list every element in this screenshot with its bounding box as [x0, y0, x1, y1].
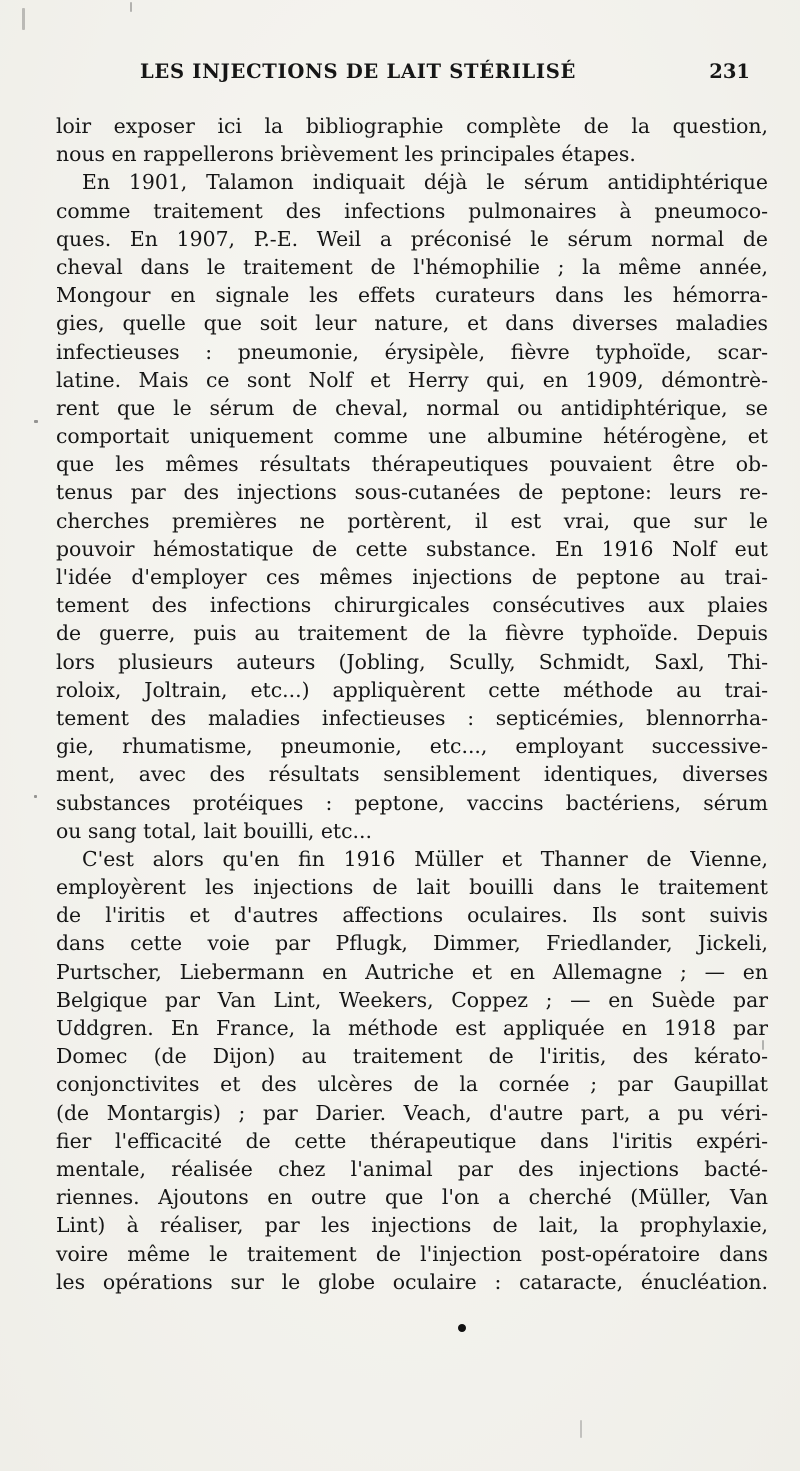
print-speck [580, 1420, 582, 1438]
text-line: loir exposer ici la bibliographie complète de la question, [56, 114, 768, 138]
text-line: dans cette voie par Pflugk, Dimmer, Friedlander, Jickeli, [56, 931, 768, 956]
text-line: substances protéiques : peptone, vaccins bactériens, sérum [56, 790, 768, 815]
text-line: Belgique par Van Lint, Weekers, Coppez ; — en Suède par [56, 987, 768, 1012]
text-line: pouvoir hémostatique de cette substance. En 1916 Nolf eut [56, 536, 768, 561]
print-speck [22, 8, 25, 30]
page-number: 231 [709, 60, 750, 83]
text-line: roloix, Joltrain, etc...) appliquèrent cette méthode au trai- [56, 677, 768, 702]
text-line: ou sang total, lait bouilli, etc... [56, 818, 372, 843]
ink-dot [458, 1324, 466, 1332]
text-line: conjonctivites et des ulcères de la cornée ; par Gaupillat [56, 1072, 768, 1097]
print-speck [34, 795, 37, 798]
text-line: mentale, réalisée chez l'animal par des injections bacté- [56, 1156, 768, 1181]
text-line: l'idée d'employer ces mêmes injections de peptone au trai- [56, 565, 768, 589]
text-line: tement des infections chirurgicales consécutives aux plaies [56, 593, 768, 618]
text-line: de guerre, puis au traitement de la fièvre typhoïde. Depuis [56, 621, 768, 646]
text-line: gie, rhumatisme, pneumonie, etc..., employant successive- [56, 734, 768, 759]
text-line: Uddgren. En France, la méthode est appliquée en 1918 par [56, 1016, 768, 1040]
text-line: que les mêmes résultats thérapeutiques pouvaient être ob- [56, 452, 768, 477]
text-line: fier l'efficacité de cette thérapeutique dans l'iritis expéri- [56, 1128, 768, 1153]
running-title: LES INJECTIONS DE LAIT STÉRILISÉ [140, 60, 577, 83]
text-line: lors plusieurs auteurs (Jobling, Scully, Schmidt, Saxl, Thi- [56, 649, 768, 674]
text-line: C'est alors qu'en fin 1916 Müller et Thanner de Vienne, [82, 846, 768, 871]
text-line: (de Montargis) ; par Darier. Veach, d'autre part, a pu véri- [56, 1100, 768, 1125]
text-line: nous en rappellerons brièvement les principales étapes. [56, 142, 636, 167]
text-line: employèrent les injections de lait bouilli dans le traitement [56, 875, 768, 900]
body-text [56, 112, 768, 1296]
text-line: ques. En 1907, P.-E. Weil a préconisé le sérum normal de [56, 226, 768, 251]
text-line: Mongour en signale les effets curateurs dans les hémorra- [56, 283, 768, 308]
print-speck [762, 1040, 764, 1050]
print-speck [34, 420, 38, 423]
text-line: voire même le traitement de l'injection post-opératoire dans [56, 1241, 768, 1266]
text-line: infectieuses : pneumonie, érysipèle, fièvre typhoïde, scar- [56, 339, 768, 364]
text-line: Domec (de Dijon) au traitement de l'iritis, des kérato- [56, 1044, 768, 1069]
text-line: Purtscher, Liebermann en Autriche et en Allemagne ; — en [56, 959, 768, 984]
text-line: tement des maladies infectieuses : septicémies, blennorrha- [56, 705, 768, 730]
text-line: rent que le sérum de cheval, normal ou antidiphtérique, se [56, 395, 768, 420]
text-line: gies, quelle que soit leur nature, et dans diverses maladies [56, 311, 768, 336]
running-head [140, 60, 750, 96]
text-line: cherches premières ne portèrent, il est vrai, que sur le [56, 508, 768, 533]
text-line: latine. Mais ce sont Nolf et Herry qui, en 1909, démontrè- [56, 367, 768, 392]
text-line: les opérations sur le globe oculaire : cataracte, énucléation. [56, 1269, 768, 1294]
text-line: cheval dans le traitement de l'hémophilie ; la même année, [56, 254, 768, 279]
text-line: comportait uniquement comme une albumine hétérogène, et [56, 424, 768, 449]
text-line: Lint) à réaliser, par les injections de lait, la prophylaxie, [56, 1213, 768, 1238]
text-line: tenus par des injections sous-cutanées de peptone: leurs re- [56, 480, 768, 505]
print-speck [130, 2, 132, 12]
text-line: ment, avec des résultats sensiblement identiques, diverses [56, 762, 768, 787]
text-line: riennes. Ajoutons en outre que l'on a cherché (Müller, Van [56, 1185, 768, 1210]
text-line: En 1901, Talamon indiquait déjà le sérum antidiphtérique [82, 170, 768, 195]
text-line: comme traitement des infections pulmonaires à pneumoco- [56, 198, 768, 223]
text-line: de l'iritis et d'autres affections oculaires. Ils sont suivis [56, 903, 768, 928]
